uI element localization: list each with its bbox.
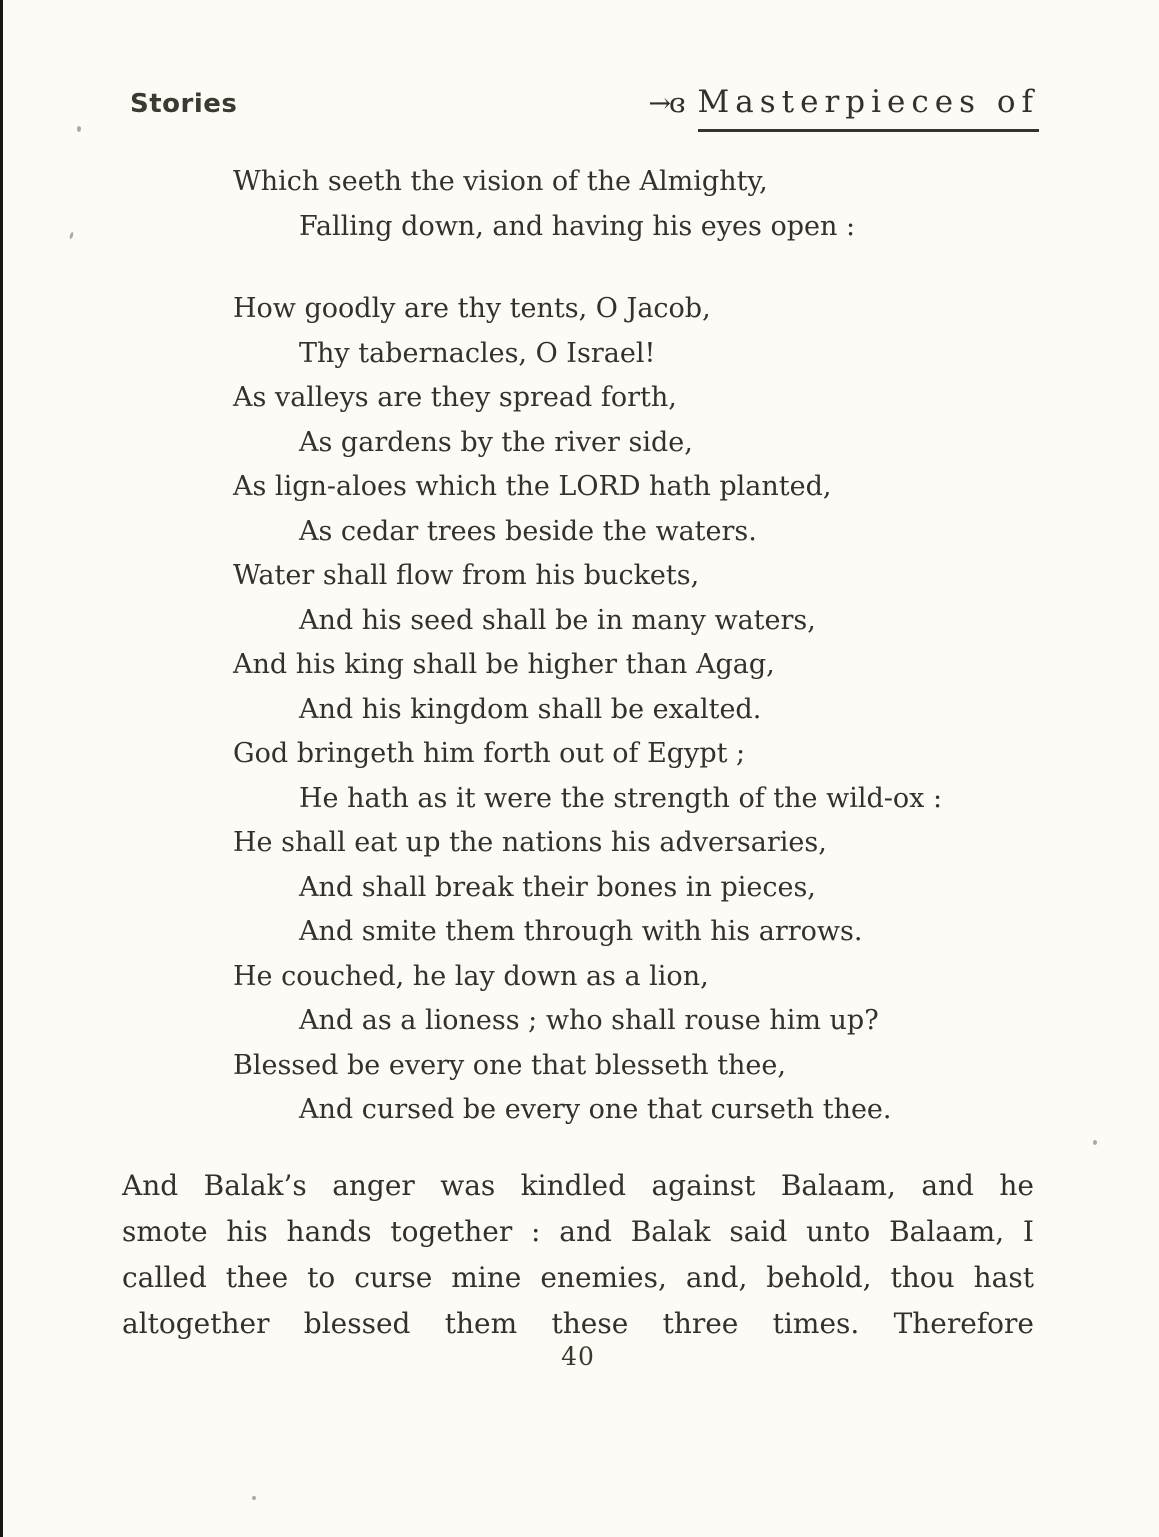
prose-line: smote his hands together : and Balak said unto Balaam, I [122, 1215, 1034, 1248]
scan-speck [252, 1496, 256, 1500]
header-section-title: Stories [130, 89, 238, 119]
poem-line: As cedar trees beside the waters. [299, 515, 757, 547]
poem-line: As valleys are they spread forth, [233, 382, 677, 413]
poem-line: And his kingdom shall be exalted. [299, 693, 762, 725]
poem-line: And cursed be every one that curseth thee. [299, 1094, 892, 1125]
scan-edge-artifact [0, 0, 3, 1537]
poem-line: Thy tabernacles, O Israel! [299, 337, 656, 369]
poem-line: And shall break their bones in pieces, [299, 871, 816, 903]
arrow-ornament-icon: →ɞ [648, 88, 684, 119]
poem [233, 160, 1073, 1133]
prose-line: called thee to curse mine enemies, and, behold, thou hast [122, 1261, 1034, 1294]
poem-line: Falling down, and having his eyes open : [299, 210, 856, 242]
header-book-title-text: Masterpieces of [698, 84, 1039, 132]
scan-speck [77, 126, 81, 132]
poem-line: And as a lioness ; who shall rouse him up? [299, 1005, 879, 1036]
poem-line: And smite them through with his arrows. [299, 916, 863, 947]
poem-line: As gardens by the river side, [299, 426, 693, 458]
prose-paragraph [122, 1163, 1034, 1347]
page-number: 40 [561, 1342, 595, 1371]
poem-line: He couched, he lay down as a lion, [233, 960, 709, 992]
header-book-title [648, 84, 1039, 132]
poem-line: Which seeth the vision of the Almighty, [233, 166, 768, 197]
running-header [130, 84, 1039, 132]
poem-line: Blessed be every one that blesseth thee, [233, 1049, 786, 1081]
prose-line: altogether blessed them these three times. Therefore [122, 1307, 1034, 1340]
poem-line: And his king shall be higher than Agag, [233, 649, 775, 680]
poem-line: Water shall flow from his buckets, [233, 560, 700, 591]
scan-speck [1093, 1140, 1097, 1145]
scan-speck [69, 232, 74, 240]
poem-line: He hath as it were the strength of the wild-ox : [299, 782, 943, 814]
poem-line: And his seed shall be in many waters, [299, 604, 816, 636]
poem-line: God bringeth him forth out of Egypt ; [233, 738, 746, 769]
poem-line: How goodly are thy tents, O Jacob, [233, 293, 711, 324]
poem-line: He shall eat up the nations his adversaries, [233, 827, 827, 858]
poem-line: As lign-aloes which the LORD hath planted, [233, 471, 832, 502]
prose-line: And Balak’s anger was kindled against Balaam, and he [122, 1169, 1034, 1202]
